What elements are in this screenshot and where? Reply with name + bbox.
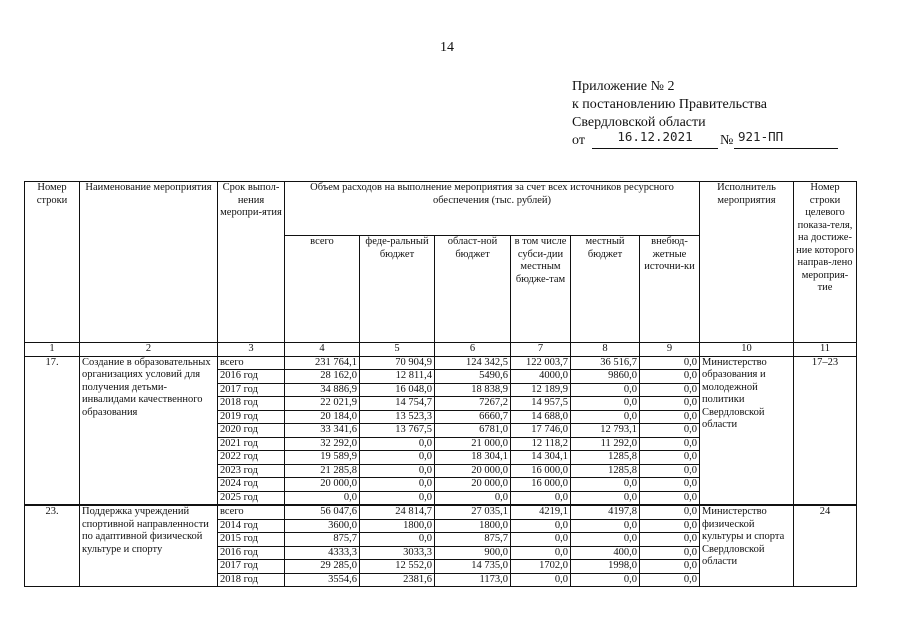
column-number-row	[25, 343, 857, 357]
column-number: 11	[794, 343, 857, 357]
federal-cell: 0,0	[360, 478, 435, 492]
date-value: 16.12.2021	[592, 128, 718, 149]
total-cell: 33 341,6	[285, 424, 360, 438]
local-cell: 12 793,1	[571, 424, 640, 438]
federal-cell: 12 811,4	[360, 370, 435, 384]
annex-title: Приложение № 2	[572, 79, 675, 94]
local-cell: 1285,8	[571, 464, 640, 478]
federal-cell: 0,0	[360, 451, 435, 465]
table-body	[25, 356, 857, 587]
local-cell: 4197,8	[571, 505, 640, 519]
subsidies-cell: 122 003,7	[511, 356, 571, 370]
column-number: 8	[571, 343, 640, 357]
period-cell: 2023 год	[218, 464, 285, 478]
federal-cell: 1800,0	[360, 519, 435, 533]
table-row	[25, 505, 857, 519]
total-cell: 231 764,1	[285, 356, 360, 370]
regional-cell: 20 000,0	[435, 478, 511, 492]
period-cell: всего	[218, 356, 285, 370]
date-label: от	[572, 133, 585, 148]
regional-cell: 21 000,0	[435, 437, 511, 451]
regional-cell: 1800,0	[435, 519, 511, 533]
period-cell: 2015 год	[218, 533, 285, 547]
item-indicator: 17–23	[794, 356, 857, 505]
period-cell: 2018 год	[218, 573, 285, 587]
local-cell: 11 292,0	[571, 437, 640, 451]
period-cell: всего	[218, 505, 285, 519]
annex-header	[572, 78, 784, 152]
extra-cell: 0,0	[640, 533, 700, 547]
period-cell: 2019 год	[218, 410, 285, 424]
header-indicator: Номер строки целевого показа-теля, на достиже-ние которого направ-лено мероприя-тие	[794, 182, 857, 343]
table-row	[25, 356, 857, 370]
item-name: Поддержка учреждений спортивной направленности по адаптивной физической культуре и спорту	[80, 505, 218, 587]
local-cell: 0,0	[571, 573, 640, 587]
header-federal: феде-ральный бюджет	[360, 236, 435, 343]
federal-cell: 3033,3	[360, 546, 435, 560]
item-executor: Министерство физической культуры и спорта Свердловской области	[700, 505, 794, 587]
subsidies-cell: 0,0	[511, 533, 571, 547]
item-indicator: 24	[794, 505, 857, 587]
extra-cell: 0,0	[640, 573, 700, 587]
total-cell: 3554,6	[285, 573, 360, 587]
total-cell: 20 184,0	[285, 410, 360, 424]
header-extrabudget: внебюд-жетные источни-ки	[640, 236, 700, 343]
period-cell: 2021 год	[218, 437, 285, 451]
local-cell: 0,0	[571, 533, 640, 547]
regional-cell: 14 735,0	[435, 560, 511, 574]
subsidies-cell: 0,0	[511, 491, 571, 505]
extra-cell: 0,0	[640, 451, 700, 465]
period-cell: 2017 год	[218, 383, 285, 397]
local-cell: 400,0	[571, 546, 640, 560]
expenses-table	[24, 181, 857, 587]
subsidies-cell: 16 000,0	[511, 478, 571, 492]
extra-cell: 0,0	[640, 478, 700, 492]
local-cell: 0,0	[571, 519, 640, 533]
extra-cell: 0,0	[640, 464, 700, 478]
period-cell: 2014 год	[218, 519, 285, 533]
regional-cell: 27 035,1	[435, 505, 511, 519]
federal-cell: 70 904,9	[360, 356, 435, 370]
subsidies-cell: 0,0	[511, 546, 571, 560]
item-row-number: 23.	[25, 505, 80, 587]
subsidies-cell: 12 118,2	[511, 437, 571, 451]
total-cell: 21 285,8	[285, 464, 360, 478]
header-local: местный бюджет	[571, 236, 640, 343]
regional-cell: 0,0	[435, 491, 511, 505]
extra-cell: 0,0	[640, 546, 700, 560]
header-subsidies: в том числе субси-дии местным бюдже-там	[511, 236, 571, 343]
local-cell: 0,0	[571, 478, 640, 492]
federal-cell: 0,0	[360, 437, 435, 451]
total-cell: 19 589,9	[285, 451, 360, 465]
total-cell: 29 285,0	[285, 560, 360, 574]
federal-cell: 13 523,3	[360, 410, 435, 424]
regional-cell: 6660,7	[435, 410, 511, 424]
regional-cell: 6781,0	[435, 424, 511, 438]
header-term: Срок выпол-нения меропри-ятия	[218, 182, 285, 343]
total-cell: 20 000,0	[285, 478, 360, 492]
total-cell: 4333,3	[285, 546, 360, 560]
federal-cell: 24 814,7	[360, 505, 435, 519]
period-cell: 2022 год	[218, 451, 285, 465]
federal-cell: 2381,6	[360, 573, 435, 587]
period-cell: 2024 год	[218, 478, 285, 492]
annex-line-2: к постановлению Правительства	[572, 97, 768, 112]
annex-line-3: Свердловской области	[572, 115, 706, 130]
subsidies-cell: 0,0	[511, 519, 571, 533]
extra-cell: 0,0	[640, 505, 700, 519]
total-cell: 3600,0	[285, 519, 360, 533]
column-number: 9	[640, 343, 700, 357]
extra-cell: 0,0	[640, 491, 700, 505]
extra-cell: 0,0	[640, 519, 700, 533]
local-cell: 9860,0	[571, 370, 640, 384]
extra-cell: 0,0	[640, 560, 700, 574]
extra-cell: 0,0	[640, 370, 700, 384]
item-name: Создание в образовательных организациях условий для получения детьми-инвалидами качественного образования	[80, 356, 218, 505]
period-cell: 2020 год	[218, 424, 285, 438]
subsidies-cell: 14 957,5	[511, 397, 571, 411]
local-cell: 0,0	[571, 410, 640, 424]
column-number: 7	[511, 343, 571, 357]
total-cell: 32 292,0	[285, 437, 360, 451]
period-cell: 2016 год	[218, 546, 285, 560]
item-executor: Министерство образования и молодежной политики Свердловской области	[700, 356, 794, 505]
extra-cell: 0,0	[640, 437, 700, 451]
local-cell: 1998,0	[571, 560, 640, 574]
regional-cell: 7267,2	[435, 397, 511, 411]
extra-cell: 0,0	[640, 356, 700, 370]
column-number: 1	[25, 343, 80, 357]
local-cell: 0,0	[571, 397, 640, 411]
federal-cell: 0,0	[360, 533, 435, 547]
extra-cell: 0,0	[640, 397, 700, 411]
regional-cell: 900,0	[435, 546, 511, 560]
column-number: 4	[285, 343, 360, 357]
header-total: всего	[285, 236, 360, 343]
column-number: 3	[218, 343, 285, 357]
period-cell: 2017 год	[218, 560, 285, 574]
total-cell: 34 886,9	[285, 383, 360, 397]
total-cell: 22 021,9	[285, 397, 360, 411]
header-row-number: Номер строки	[25, 182, 80, 343]
subsidies-cell: 17 746,0	[511, 424, 571, 438]
subsidies-cell: 0,0	[511, 573, 571, 587]
subsidies-cell: 16 000,0	[511, 464, 571, 478]
regional-cell: 20 000,0	[435, 464, 511, 478]
subsidies-cell: 14 688,0	[511, 410, 571, 424]
regional-cell: 875,7	[435, 533, 511, 547]
header-regional: област-ной бюджет	[435, 236, 511, 343]
column-number: 6	[435, 343, 511, 357]
local-cell: 36 516,7	[571, 356, 640, 370]
regional-cell: 124 342,5	[435, 356, 511, 370]
extra-cell: 0,0	[640, 383, 700, 397]
column-number: 5	[360, 343, 435, 357]
column-number: 10	[700, 343, 794, 357]
column-number: 2	[80, 343, 218, 357]
page-number: 14	[440, 40, 454, 55]
total-cell: 0,0	[285, 491, 360, 505]
federal-cell: 13 767,5	[360, 424, 435, 438]
regional-cell: 18 304,1	[435, 451, 511, 465]
subsidies-cell: 1702,0	[511, 560, 571, 574]
number-value: 921-ПП	[734, 128, 838, 149]
header-expenses: Объем расходов на выполнение мероприятия за счет всех источников ресурсного обеспечения (тыс. рублей)	[285, 182, 700, 236]
period-cell: 2016 год	[218, 370, 285, 384]
local-cell: 0,0	[571, 491, 640, 505]
regional-cell: 5490,6	[435, 370, 511, 384]
federal-cell: 0,0	[360, 491, 435, 505]
subsidies-cell: 12 189,9	[511, 383, 571, 397]
item-row-number: 17.	[25, 356, 80, 505]
local-cell: 0,0	[571, 383, 640, 397]
federal-cell: 0,0	[360, 464, 435, 478]
regional-cell: 1173,0	[435, 573, 511, 587]
number-label: №	[720, 133, 734, 148]
local-cell: 1285,8	[571, 451, 640, 465]
subsidies-cell: 4000,0	[511, 370, 571, 384]
subsidies-cell: 4219,1	[511, 505, 571, 519]
header-name: Наименование мероприятия	[80, 182, 218, 343]
federal-cell: 12 552,0	[360, 560, 435, 574]
period-cell: 2018 год	[218, 397, 285, 411]
annex-date-row	[572, 129, 784, 152]
subsidies-cell: 14 304,1	[511, 451, 571, 465]
federal-cell: 14 754,7	[360, 397, 435, 411]
total-cell: 56 047,6	[285, 505, 360, 519]
total-cell: 875,7	[285, 533, 360, 547]
extra-cell: 0,0	[640, 424, 700, 438]
period-cell: 2025 год	[218, 491, 285, 505]
federal-cell: 16 048,0	[360, 383, 435, 397]
regional-cell: 18 838,9	[435, 383, 511, 397]
total-cell: 28 162,0	[285, 370, 360, 384]
extra-cell: 0,0	[640, 410, 700, 424]
header-executor: Исполнитель мероприятия	[700, 182, 794, 343]
